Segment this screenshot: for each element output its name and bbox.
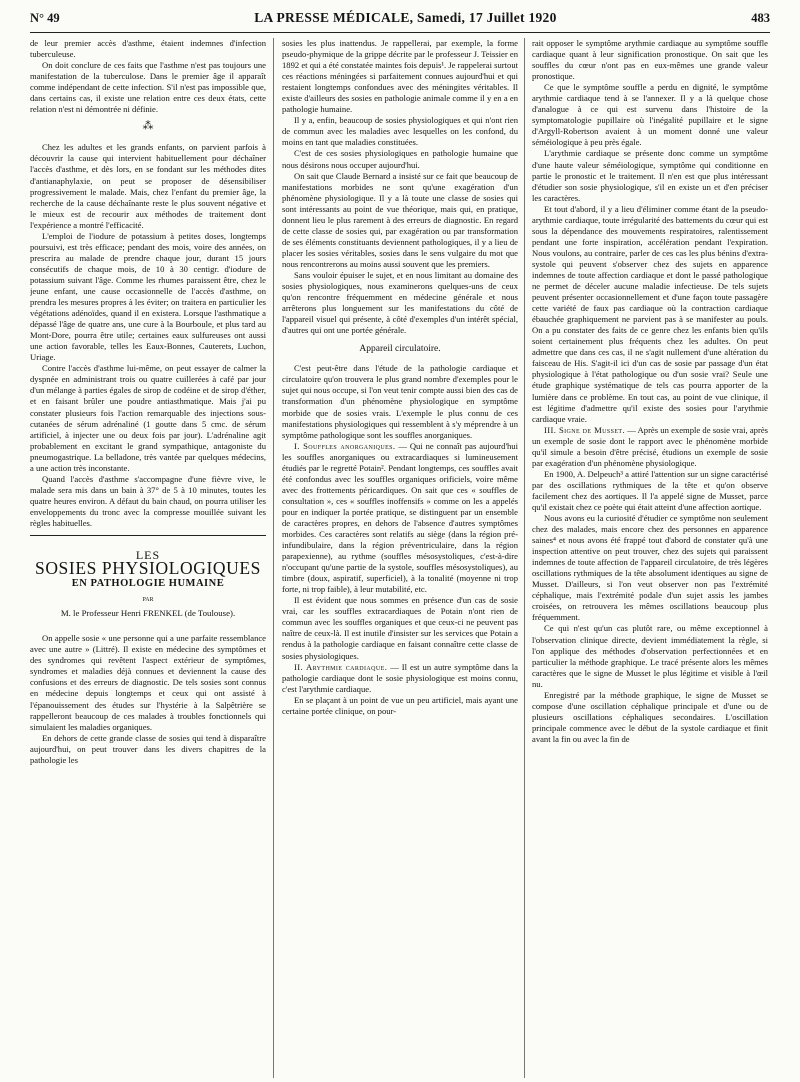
- paragraph-body: — Après un exemple de sosie vrai, après un exemple de sosie dont le rapport avec le phénomène morbide qu'il simule a besoin d'être précisé, étudions un exemple de sosie par exagération d'un phénomène physiologique.: [532, 424, 768, 468]
- paragraph: Ce que le symptôme souffle a perdu en dignité, le symptôme arythmie cardiaque tend à se l'annexer. Il y a là quelque chose d'analogue à ce qui est survenu dans l'histoire de la symptomatologie pupillaire où l'inégalité pupillaire et le signe d'Argyll-Robertson avaient à un moment donné une valeur séméiologique à peu près égale.: [532, 82, 768, 148]
- journal-title: LA PRESSE MÉDICALE, Samedi, 17 Juillet 1920: [254, 10, 557, 25]
- subsection-heading: I. Souffles anorganiques.: [294, 440, 396, 451]
- paragraph: Contre l'accès d'asthme lui-même, on peut essayer de calmer la dyspnée en administrant trois ou quatre cuillerées à café par jour d'un mélange à parties égales de sirop de codéine et de sirop d'éther, et en faisant brûler une poudre antiasthmatique. Mais j'ai pu constater plusieurs fois l'action remarquable des injections sous-cutanées de sérum adrénaliné (1 goutte dans 5 cmc. de sérum artificiel, à injecter une ou deux fois par jour). L'adrénaline agit probablement en excitant le grand sympathique, antagoniste du pneumogastrique. La belladone, très vantée par quelques médecins, a une action très inconstante.: [30, 363, 266, 473]
- article-subtitle: EN PATHOLOGIE HUMAINE: [71, 578, 225, 590]
- paragraph: Quand l'accès d'asthme s'accompagne d'une fièvre vive, le malade sera mis dans un bain à 37° de 5 à 10 minutes, toutes les quatre heures environ. A défaut du bain chaud, on pourra utiliser les enveloppements du tronc avec la compresse mouillée suivant les règles habituelles.: [30, 473, 266, 528]
- paragraph: Il est évident que nous sommes en présence d'un cas de sosie vrai, car les souffles extracardiaques de Potain n'ont rien de commun avec les souffles organiques et que ceux-ci ne peuvent pas naître de ceux-là. Il est inutile d'insister sur les services que Potain a rendus à la pathologie cardiaque en faisant connaître cette classe de sosies physiologiques.: [282, 595, 518, 661]
- paragraph: C'est peut-être dans l'étude de la pathologie cardiaque et circulatoire qu'on trouvera le plus grand nombre d'exemples pour le sujet qui nous occupe, si l'on veut tenir compte aussi bien des cas de transformation d'un phénomène physiologique en symptôme morbide que de sosies vrais. L'exemple le plus connu de ces manifestations physiologiques qui ressemblent à s'y méprendre à un symptôme pathologique sont les souffles anorganiques.: [282, 363, 518, 440]
- paragraph: [282, 662, 518, 695]
- paragraph: Ce qui n'est qu'un cas plutôt rare, ou même exceptionnel à l'observation clinique directe, devient immédiatement la règle, si l'on applique des méthodes d'observation perfectionnées et en particulier la méthode graphique. Le tracé présente alors les mêmes caractères que le signe de Musset le plus légitime et visible à l'œil nu.: [532, 623, 768, 689]
- paragraph: [282, 441, 518, 596]
- paragraph: On doit conclure de ces faits que l'asthme n'est pas toujours une manifestation de la tuberculose. Dans le premier âge il apparaît comme indépendant de cette infection. S'il n'est pas impossible que, dans certains cas, il existe une relation entre ces deux états, cette relation n'est ni démontrée ni définie.: [30, 60, 266, 115]
- paragraph-body: — Il est un autre symptôme dans la pathologie cardiaque dont le sosie physiologique est moins connu, c'est l'arythmie cardiaque.: [282, 661, 518, 694]
- column-divider-2: [524, 38, 525, 1078]
- paragraph: En se plaçant à un point de vue un peu artificiel, mais ayant une certaine portée clinique, on pour-: [282, 694, 518, 716]
- column-2: [282, 38, 518, 1078]
- section-heading: Appareil circulatoire.: [359, 344, 441, 355]
- paragraph: On sait que Claude Bernard a insisté sur ce fait que beaucoup de manifestations morbides ne sont qu'une exagération d'un phénomène physiologique. Il y a là toute une classe de sosies qui sont intéressants au point de vue théorique, mais qui, en pratique, donnent lieu le plus rarement à des erreurs de diagnostic. En regard de cette classe de sosies qui, par exagération ou par transformation de ses éléments constituants deviennent pathologiques, il y a lieu de placer les sosies véritables, sosies dans le sens vulgaire du mot que nous rencontrerons au moins aussi souvent que les premiers.: [282, 170, 518, 269]
- paragraph: Chez les adultes et les grands enfants, on parvient parfois à découvrir la cause qui intervient habituellement pour déchaîner l'accès d'asthme, et dès lors, en se fondant sur les méthodes dites d'antianaphylaxie, on peut se proposer de désensibiliser progressivement le malade. Mais, chez l'enfant du premier âge, la recherche de la cause déchaînante reste le plus souvent négative et le mieux est de recourir aux méthodes de traitement dont l'expérience a montré l'efficacité.: [30, 142, 266, 230]
- paragraph: Nous avons eu la curiosité d'étudier ce symptôme non seulement chez des malades, mais encore chez des personnes en apparence saines⁴ et nous avons été frappé tout d'abord de constater qu'à une inspection attentive on peut trouver, chez des sujets qui paraissent indemnes de toute affection de l'appareil circulatoire, de très légères oscillations rythmiques de la tête absolument identiques au signe de Musset. D'ailleurs, si l'on veut observer non pas l'extrémité céphalique, mais l'extrémité podale d'un sujet assis les jambes croisées, on retrouvera les mêmes oscillations beaucoup plus fréquemment.: [532, 513, 768, 623]
- paragraph: Il y a, enfin, beaucoup de sosies physiologiques et qui n'ont rien de commun avec les maladies avec lesquelles on les confond, du moins en tant que maladies constituées.: [282, 115, 518, 148]
- page-number: 483: [751, 11, 770, 25]
- issue-number: N° 49: [30, 11, 60, 25]
- paragraph: C'est de ces sosies physiologiques en pathologie humaine que nous désirons nous occuper aujourd'hui.: [282, 148, 518, 170]
- paragraph: En 1900, A. Delpeuch³ a attiré l'attention sur un signe caractérisé par des oscillations rythmiques de la tête et qu'on observe facilement chez des aortiques. Il l'a appelé signe de Musset, parce qu'il existait chez ce poète qui était atteint d'une affection aortique.: [532, 468, 768, 512]
- article-title: SOSIES PHYSIOLOGIQUES: [34, 558, 262, 579]
- paragraph: de leur premier accès d'asthme, étaient indemnes d'infection tuberculeuse.: [30, 38, 266, 60]
- article-author: M. le Professeur Henri FRENKEL (de Toulouse).: [60, 608, 236, 619]
- subsection-heading: III. Signe de Musset.: [544, 424, 626, 435]
- article-separator: [30, 535, 266, 536]
- paragraph: Et tout d'abord, il y a lieu d'éliminer comme étant de la pseudo-arythmie cardiaque, toute irrégularité des battements du cœur qui est sous la dépendance des mouvements respiratoires, ralentissement pendant une forte inspiration, accélération pendant l'expiration. Nous voulons, au contraire, parler de ces cas les plus bénins d'extra-systole qui peuvent s'observer chez des sujets en apparence indemnes de toute affection cardiaque et dont le passé pathologique ne permet de déceler aucune maladie infectieuse. De tels sujets peuvent présenter occasionnellement et d'une façon toute passagère cette variété de faux pas cardiaque où la contraction cardiaque ébauchée graphiquement ne parvient pas à se manifester au pouls. On a pu constater des faits de ce genre chez les enfants bien qu'ils soient certainement plus fréquents chez les adultes. On peut admettre que dans ces cas, il ne s'agit nullement d'une altération du faisceau de His. S'agit-il ici d'un cas de sosie par passage d'un état physiologique à l'état pathologique ou d'un sosie vrai? Seule une étude graphique systématique de tels cas pourra apporter de la lumière dans ce problème. En tout cas, au point de vue clinique, il est légitime d'admettre qu'il existe des sosies pour l'arythmie cardiaque vraie.: [532, 203, 768, 424]
- column-1: [30, 38, 266, 1078]
- paragraph: Enregistré par la méthode graphique, le signe de Musset se compose d'une oscillation céphalique principale et d'une ou de plusieurs oscillations céphaliques secondaires. L'oscillation principale commence avec le début de la systole cardiaque et finit avant la fin ou avec la fin de: [532, 689, 768, 744]
- section-asterism: ⁂: [142, 120, 154, 133]
- column-3: [532, 38, 768, 1078]
- paragraph: [532, 425, 768, 469]
- paragraph: L'emploi de l'iodure de potassium à petites doses, longtemps poursuivi, est très efficace; pendant des mois, voire des années, on prescrira au malade de prendre chaque jour, durant 15 jours consécutifs de chaque mois, de 10 à 30 centigr. d'iodure de potassium suivant l'âge. Comme les rhumes paraissent être, chez le jeune enfant, une cause occasionnelle de l'accès d'asthme, on prendra les mesures propres à les éviter; on traitera en particulier les végétations adénoïdes, quand il en existera. Lorsque l'asthmatique a dépassé l'âge de quatre ans, une cure à la Bourboule, et plus tard au Mont-Dore, pourra être utile; certaines eaux sulfureuses ont aussi une action favorable, telles les Eaux-Bonnes, Cauterets, Luchon, Uriage.: [30, 230, 266, 363]
- paragraph: sosies les plus inattendus. Je rappellerai, par exemple, la forme pseudo-phymique de la grippe décrite par le professeur J. Teissier en 1892 et qui a été constatée maintes fois depuis¹. Je rappelerai surtout ces réactions méningées si parfaitement connues aujourd'hui et qui restaient longtemps confondues avec des méningites véritables. Il existe d'ailleurs des sosies en pathologie animale comme il y en a en pathologie humaine.: [282, 38, 518, 115]
- paragraph: rait opposer le symptôme arythmie cardiaque au symptôme souffle cardiaque quant à leur signification pronostique. On sait que les souffles du cœur n'ont pas en eux-mêmes une grande valeur pronostique.: [532, 38, 768, 82]
- article-title-prefix: LES: [135, 548, 161, 563]
- subsection-heading: II. Arythmie cardiaque.: [294, 661, 388, 672]
- paragraph-body: — Qui ne connaît pas aujourd'hui les souffles anorganiques ou extracardiaques si lumineusement étudiés par le regretté Potain². Pendant longtemps, ces souffles avait été confondus avec les souffles organiques orificiels, voire même avec des frottements péricardiques. On sait que ces « souffles de consultation », ces « souffles inoffensifs » comme on les a appelés pour en indiquer la portée pratique, se distinguent par un ensemble de caractères propres, en dehors de l'absence d'autres symptômes morbides. Ces caractères sont relatifs au siège (dans la région pré-infundibulaire, dans la région préventriculaire, dans la région parapexienne), au rythme (souffles mésosystoliques, c'est-à-dire n'occupant qu'une partie de la systole, souffles mésosystoliques), au timbre (doux, aspiratif, superficiel), à la tonalité (moyenne ni trop forte, ni trop faible), à leur mutabilité, etc.: [282, 440, 518, 595]
- paragraph: L'arythmie cardiaque se présente donc comme un symptôme d'une haute valeur séméiologique, symptôme qui conditionne en partie le pronostic et le traitement. Il n'en est que plus intéressant d'étudier son sosie physiologique, s'il en existe un et d'en préciser les caractères.: [532, 148, 768, 203]
- paragraph: En dehors de cette grande classe de sosies qui tend à disparaître aujourd'hui, on peut trouver dans les divers chapitres de la pathologie les: [30, 732, 266, 765]
- paragraph: Sans vouloir épuiser le sujet, et en nous limitant au domaine des sosies physiologiques, nous examinerons quelques-uns de ceux qu'on rencontre fréquemment en médecine générale et nous arrêterons plus longuement sur les manifestations du côté de l'appareil visuel qui présente, à côté d'exemples d'un intérêt spécial, d'autres qui ont une portée générale.: [282, 269, 518, 336]
- article-byline-par: PAR: [142, 597, 154, 604]
- column-divider-1: [273, 38, 274, 1078]
- paragraph: On appelle sosie « une personne qui a une parfaite ressemblance avec une autre » (Littré). Il existe en médecine des symptômes et des syndromes qui revêtent l'aspect extérieur de symptômes, syndromes et maladies déjà connues et deviennent la cause des confusions et des erreurs de diagnostic. De tels sosies sont connus en médecine depuis longtemps et ceux qui ont assisté à l'épanouissement des études sur l'hystérie à la Salpêtrière se rappelleront beaucoup de ces malades à troubles fonctionnels qui simulaient les maladies organiques.: [30, 633, 266, 732]
- header-rule: [30, 32, 770, 33]
